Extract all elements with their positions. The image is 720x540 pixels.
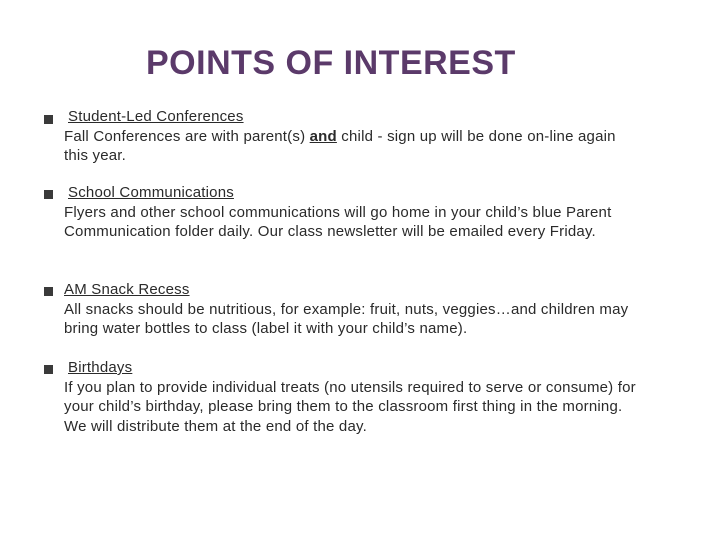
item-body-text: All snacks should be nutritious, for example: fruit, nuts, veggies…and children may bring water bottles to class (label it with your child’s name). <box>64 300 629 337</box>
item-heading: AM Snack Recess <box>64 281 190 298</box>
item-body-text: Flyers and other school communications will go home in your child’s blue Parent Communication folder daily. Our class newsletter will be emailed every Friday. <box>64 203 612 240</box>
item-heading: Birthdays <box>68 359 133 376</box>
item-heading: Student-Led Conferences <box>68 108 244 125</box>
item-body-text: Fall Conferences are with parent(s) <box>64 127 310 145</box>
bullet-marker <box>44 190 53 199</box>
bullet-marker <box>44 287 53 296</box>
list-item-birthdays <box>64 358 644 436</box>
item-body-text: If you plan to provide individual treats (no utensils required to serve or consume) for your child’s birthday, please bring them to the classroom first thing in the morning. We will distribute them at the end of the day. <box>64 378 636 435</box>
list-item-communications <box>64 183 644 242</box>
list-item-conferences <box>64 107 644 166</box>
page-title: POINTS OF INTEREST <box>146 44 516 82</box>
list-item-snack-recess <box>64 280 644 339</box>
bullet-marker <box>44 115 53 124</box>
item-body-emphasis: and <box>309 127 337 145</box>
item-heading: School Communications <box>68 184 234 201</box>
item-body-text: child - sign up will be done on-line again this year. <box>64 127 616 164</box>
bullet-marker <box>44 365 53 374</box>
